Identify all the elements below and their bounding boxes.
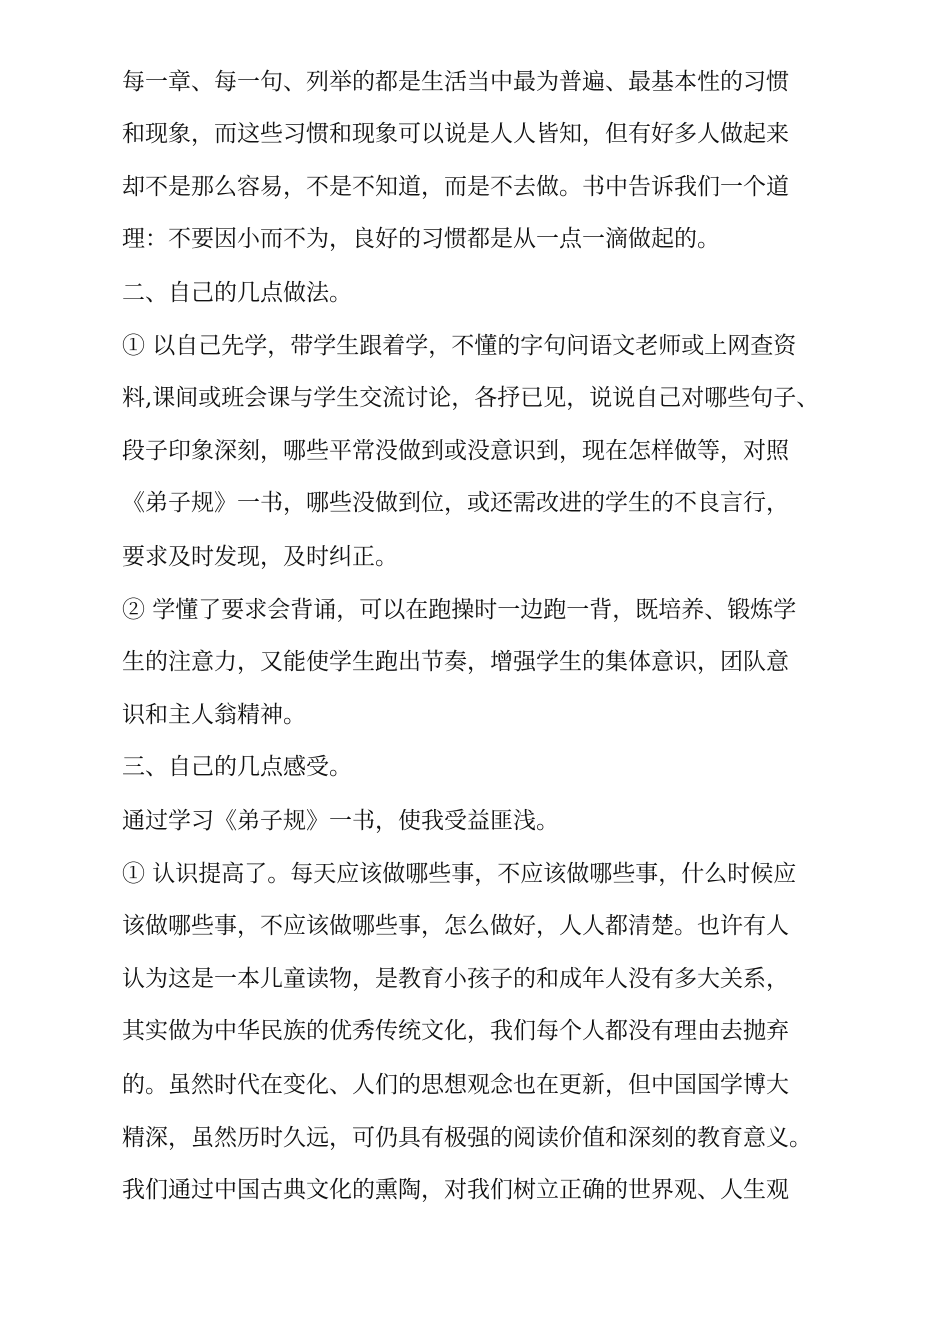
text-line: 却不是那么容易，不是不知道，而是不去做。书中告诉我们一个道 — [122, 174, 789, 200]
text-line: 生的注意力，又能使学生跑出节奏，增强学生的集体意识，团队意 — [122, 649, 789, 675]
text-line: 的。虽然时代在变化、人们的思想观念也在更新，但中国国学博大 — [122, 1072, 789, 1098]
text-line: ① 认识提高了。每天应该做哪些事，不应该做哪些事，什么时候应 — [122, 861, 797, 887]
text-line: 识和主人翁精神。 — [122, 702, 306, 728]
text-line: 理：不要因小而不为，良好的习惯都是从一点一滴做起的。 — [122, 226, 720, 252]
section-heading: 三、自己的几点感受。 — [122, 754, 352, 780]
text-line: 段子印象深刻，哪些平常没做到或没意识到，现在怎样做等，对照 — [122, 438, 789, 464]
section-heading: 二、自己的几点做法。 — [122, 280, 352, 306]
text-line: 认为这是一本儿童读物，是教育小孩子的和成年人没有多大关系， — [122, 966, 789, 992]
text-line: 我们通过中国古典文化的熏陶，对我们树立正确的世界观、人生观 — [122, 1177, 789, 1203]
text-line: 《弟子规》一书，哪些没做到位，或还需改进的学生的不良言行， — [122, 490, 789, 516]
text-line: 和现象，而这些习惯和现象可以说是人人皆知，但有好多人做起来 — [122, 121, 789, 147]
text-line: 该做哪些事，不应该做哪些事，怎么做好，人人都清楚。也许有人 — [122, 913, 789, 939]
text-line: ① 以自己先学，带学生跟着学，不懂的字句问语文老师或上网查资 — [122, 333, 797, 359]
text-line: 每一章、每一句、列举的都是生活当中最为普遍、最基本性的习惯 — [122, 69, 789, 95]
text-line: 要求及时发现，及时纠正。 — [122, 544, 398, 570]
text-line: 通过学习《弟子规》一书，使我受益匪浅。 — [122, 808, 559, 834]
text-line: 其实做为中华民族的优秀传统文化，我们每个人都没有理由去抛弃 — [122, 1018, 789, 1044]
text-line: 料,课间或班会课与学生交流讨论，各抒已见，说说自己对哪些句子、 — [122, 385, 820, 411]
text-line: 精深，虽然历时久远，可仍具有极强的阅读价值和深刻的教育意义。 — [122, 1125, 812, 1151]
text-line: ② 学懂了要求会背诵，可以在跑操时一边跑一背，既培养、锻炼学 — [122, 597, 797, 623]
